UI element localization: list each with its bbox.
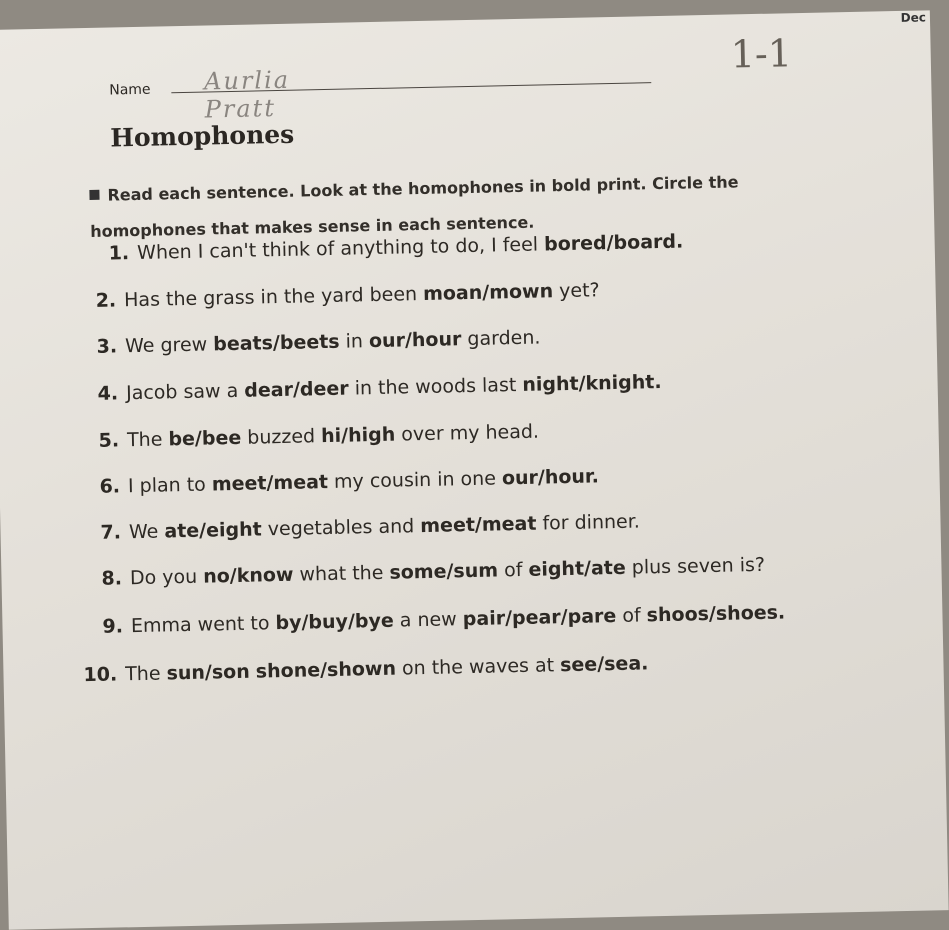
grade-mark: 1-1 (730, 31, 793, 77)
instructions-text: Read each sentence. Look at the homophones in bold print. Circle the homophones that makes sense in each sentence. (90, 172, 739, 241)
homophone-choice[interactable]: bored/board. (543, 230, 684, 256)
question-number: 3. (96, 335, 118, 358)
question-9 (102, 601, 785, 637)
question-3 (96, 327, 540, 358)
question-number: 2. (95, 289, 117, 312)
homophone-choice[interactable]: by/buy/bye (275, 609, 394, 635)
page-title: Homophones (109, 119, 295, 153)
homophone-choice[interactable]: night/knight. (522, 371, 662, 396)
bullet-icon (89, 190, 99, 200)
homophone-choice[interactable]: shone/shown (255, 657, 397, 683)
sentence-text: a new (393, 608, 464, 632)
homophone-choice[interactable]: some/sum (389, 559, 499, 584)
homophone-choice[interactable]: shoos/shoes. (646, 601, 786, 627)
homophone-choice[interactable]: our/hour. (501, 465, 600, 490)
corner-text: Dec (900, 10, 927, 25)
name-row (109, 65, 291, 124)
homophone-choice[interactable]: ate/eight (164, 518, 262, 543)
name-handwriting: Aurlia Pratt (203, 65, 291, 124)
question-5 (98, 421, 539, 452)
question-number: 7. (100, 521, 122, 544)
worksheet-page (0, 10, 949, 929)
homophone-choice[interactable]: hi/high (320, 423, 396, 448)
question-6 (99, 465, 599, 497)
sentence-text: over my head. (395, 420, 540, 446)
homophone-choice[interactable]: no/know (202, 563, 294, 588)
question-7 (100, 511, 640, 544)
sentence-text: The (126, 428, 169, 452)
question-number: 5. (98, 429, 120, 452)
sentence-text: The (124, 662, 167, 686)
homophone-choice[interactable]: beats/beets (212, 330, 340, 356)
homophone-choice[interactable]: see/sea. (559, 652, 649, 677)
question-number: 1. (108, 242, 130, 265)
sentence-text: for dinner. (536, 510, 641, 535)
homophone-choice[interactable]: dear/deer (244, 377, 349, 402)
sentence-text: in the woods last (348, 373, 523, 400)
sentence-text: on the waves at (395, 654, 561, 680)
name-label: Name (109, 81, 151, 99)
sentence-text: what the (293, 561, 390, 586)
homophone-choice[interactable]: eight/ate (528, 556, 626, 581)
sentence-text: When I can't think of anything to do, I feel (136, 233, 545, 264)
sentence-text: in (339, 330, 370, 353)
homophone-choice[interactable]: moan/mown (422, 280, 554, 305)
sentence-text: of (497, 558, 529, 582)
sentence-text: my cousin in one (327, 467, 503, 494)
question-number: 4. (97, 382, 119, 405)
sentence-text: of (616, 604, 647, 628)
sentence-text: garden. (461, 326, 541, 351)
sentence-text: We (128, 520, 165, 544)
sentence-text: Emma went to (130, 612, 276, 638)
homophone-choice[interactable]: be/bee (168, 426, 242, 451)
question-2 (95, 279, 599, 312)
question-number: 9. (102, 615, 124, 638)
sentence-text: Do you (129, 565, 204, 590)
sentence-text: We grew (124, 333, 214, 358)
homophone-choice[interactable]: our/hour (368, 328, 462, 353)
homophone-choice[interactable]: pair/pear/pare (462, 605, 617, 631)
sentence-text: vegetables and (261, 515, 421, 541)
question-10 (83, 652, 648, 686)
homophone-choice[interactable]: meet/meat (211, 471, 329, 496)
sentence-text: buzzed (241, 425, 322, 449)
question-4 (97, 371, 661, 405)
sentence-text: yet? (552, 279, 600, 303)
sentence-text: I plan to (127, 473, 213, 498)
sentence-text: Has the grass in the yard been (123, 282, 424, 312)
question-number: 6. (99, 475, 121, 498)
homophone-choice[interactable]: meet/meat (420, 512, 537, 538)
question-number: 10. (83, 663, 118, 687)
question-number: 8. (101, 567, 123, 590)
homophone-choice[interactable]: sun/son (166, 660, 250, 685)
question-8 (101, 554, 765, 590)
sentence-text: Jacob saw a (125, 379, 245, 405)
sentence-text: plus seven is? (625, 553, 766, 579)
